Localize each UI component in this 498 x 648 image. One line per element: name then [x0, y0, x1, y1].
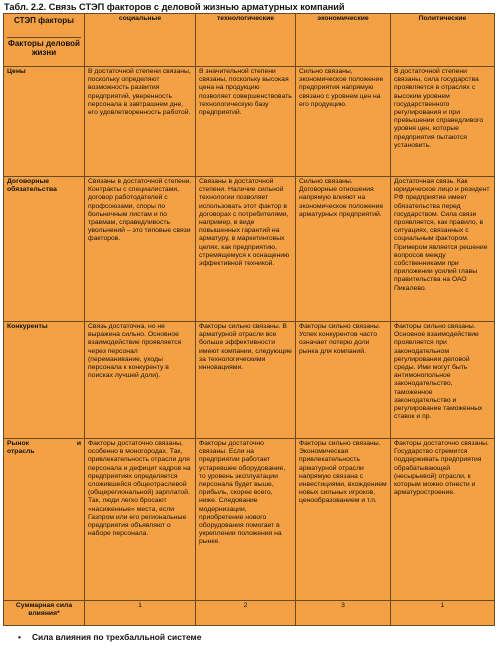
column-header-political: Политические [391, 14, 495, 67]
row-label-competitors: Конкуренты [4, 322, 85, 439]
footnote-text: Сила влияния по трехбалльной системе [32, 632, 202, 642]
row-label-prices: Цены [4, 67, 85, 177]
cell-contracts-technological: Связаны в достаточной степени. Наличие сильной технологии позволяет использовать этот фактор в договорах с потребителями, например, в виде повышенных гарантий на арматуру, в маркетинговых целях, как предприятию, стремящемуся к оснащению эффективной техникой. [196, 177, 296, 322]
cell-market-technological: Факторы достаточно связаны. Если на предприятии работает устаревшее оборудование, то уровень эксплуатации персонала будет выше, прибыль, скорее всего, ниже. Следование модернизации, приобретение нового оборудования помогает в укреплении положения на рынке. [196, 439, 296, 601]
cell-market-political: Факторы достаточно связаны. Государство стремится поддерживать предприятия обрабатывающей (несырьевой) отрасли, к которым можно отнести и арматуростроение. [391, 439, 495, 601]
table-caption: Табл. 2.2. Связь СТЭП факторов с деловой жизнью арматурных компаний [4, 2, 345, 12]
corner-business-factors: Факторы деловой жизни [7, 37, 81, 63]
cell-contracts-economic: Сильно связаны. Договорные отношения напрямую влияют на экономическое положение арматурных предприятий. [296, 177, 391, 322]
cell-competitors-economic: Факторы сильно связаны. Успех конкурентов часто означает потерю доли рынка для компаний. [296, 322, 391, 439]
row-label-total: Суммарная сила влияния* [4, 601, 85, 626]
cell-prices-technological: В значительной степени связаны, поскольку высокая цена на продукцию позволяет совершенствовать технологическую базу предприятий. [196, 67, 296, 177]
cell-total-social: 1 [85, 601, 196, 626]
bullet-icon: • [18, 632, 21, 642]
corner-header-cell [4, 14, 85, 67]
cell-total-economic: 3 [296, 601, 391, 626]
table-row-contracts [4, 177, 495, 322]
footnote [18, 632, 201, 642]
cell-market-social: Факторы достаточно связаны, особенно в моногородах. Так, привлекательность отрасли для персонала и дефицит кадров на предприятиях определяется сложившейся общеотраслевой (общерегиональной) зарплатой. Так, люди легко бросают «насиженные» места, если Газпром или его региональные предприятия объявляют о наборе персонала. [85, 439, 196, 601]
row-label-market-and: и [76, 440, 81, 447]
row-label-market [4, 439, 85, 601]
cell-total-political: 1 [391, 601, 495, 626]
cell-contracts-political: Достаточная связь. Как юридическое лицо и резидент РФ предприятие имеет обязательства перед государством. Сила связи проявляется, как правило, в ситуациях, связанных с социальным фактором. Примером является решение вопросов между собственниками при приложении усилий главы правительства на ОАО Пикалево. [391, 177, 495, 322]
cell-market-economic: Факторы сильно связаны. Экономическая привлекательность арматурной отрасли напрямую связана с инвестициями, вхождением новых сильных игроков, ценообразованием и т.п. [296, 439, 391, 601]
cell-prices-social: В достаточной степени связаны, поскольку определяют возможность развития предприятий, уверенность персонала в завтрашнем дне, его удовлетворенность работой. [85, 67, 196, 177]
cell-prices-economic: Сильно связаны, экономическое положение предприятия напрямую связано с уровнем цен на его продукцию. [296, 67, 391, 177]
row-label-market-word: Рынок [7, 440, 29, 447]
corner-step-factors: СТЭП факторы [14, 16, 74, 25]
column-header-economic: экономические [296, 14, 391, 67]
table-row-market [4, 439, 495, 601]
column-header-social: социальные [85, 14, 196, 67]
cell-competitors-technological: Факторы сильно связаны. В арматурной отрасли все больше эффективности имеют компании, следующие за технологическими инновациями. [196, 322, 296, 439]
cell-competitors-social: Связь достаточна, но не выражена сильно. Основное взаимодействие проявляется через персонал (переманивание, уходы персонала к конкуренту в поисках лучшей доли). [85, 322, 196, 439]
table-row-total [4, 601, 495, 626]
row-label-market-industry: отрасль [7, 448, 35, 456]
row-label-contracts: Договорные обязательства [4, 177, 85, 322]
cell-total-technological: 2 [196, 601, 296, 626]
cell-competitors-political: Факторы сильно связаны. Основное взаимодействие проявляется при законодательном регулировании деловой среды. Ими могут быть антимонопольное законодательство, таможенное законодательство и регулирование таможенных ставок и пр. [391, 322, 495, 439]
table-row-competitors [4, 322, 495, 439]
cell-prices-political: В достаточной степени связаны, сила государства проявляется в отраслях с высоким уровнем государственного регулирования и при превышении справедливого уровня цен, которые предприятия пытаются установить. [391, 67, 495, 177]
table-header-row [4, 14, 495, 67]
table-row-prices [4, 67, 495, 177]
column-header-technological: технологические [196, 14, 296, 67]
step-factors-table [3, 13, 495, 626]
cell-contracts-social: Связаны в достаточной степени. Контракты с специалистами, договор работодателей с профсоюзами, споры по больничным листам и по травмам, справедливость увольнений – это типовые связи факторов. [85, 177, 196, 322]
